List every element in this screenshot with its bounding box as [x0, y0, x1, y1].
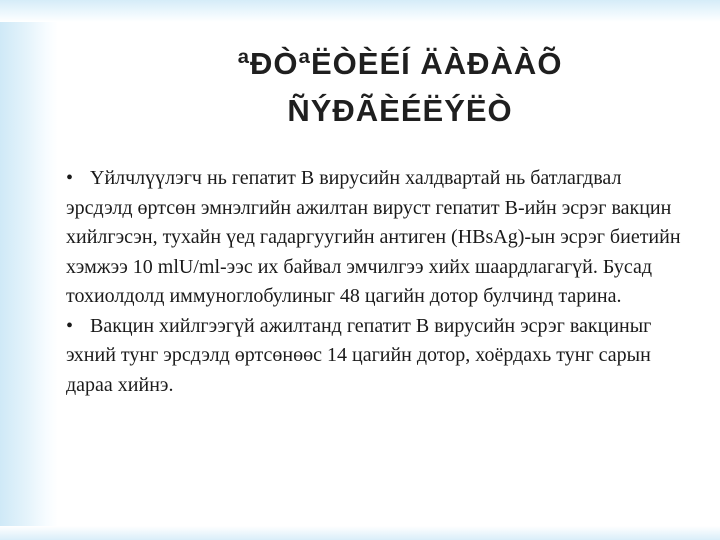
- left-decorative-band: [0, 0, 58, 540]
- slide-title-line-2: ÑÝÐÃÈÉËÝËÒ: [287, 93, 513, 128]
- slide-body: [66, 164, 686, 400]
- slide-title-line-1: ªÐÒªËÒÈÉÍ ÄÀÐÀÀÕ: [237, 46, 563, 81]
- bullet-paragraph-2: [66, 312, 686, 401]
- paragraph-2-text: Вакцин хийлгээгүй ажилтанд гепатит В вирусийн эсрэг вакциныг эхний тунг эрсдэлд өртсөнөөс 14 цагийн дотор, хоёрдахь тунг сарын дараа хийнэ.: [66, 314, 652, 396]
- bullet-marker-2: •: [66, 314, 74, 337]
- bullet-marker-1: •: [66, 167, 74, 189]
- top-decorative-band: [0, 0, 720, 22]
- slide-title: [180, 40, 620, 134]
- paragraph-1-text: Үйлчлүүлэгч нь гепатит В вирусийн халдвартай нь батлагдвал эрсдэлд өртсөн эмнэлгийн ажилтан вируст гепатит В-ийн эсрэг вакцин хийлгэсэн, тухайн үед гадаргуугийн антиген (HBsAg)-ын эсрэг биетийн хэмжээ 10 mlU/ml-ээс их байвал эмчилгээ хийх шаардлагагүй. Бусад тохиолдолд иммуноглобулиныг 48 цагийн дотор булчинд тарина.: [66, 167, 681, 307]
- bullet-paragraph-1: [66, 164, 686, 312]
- bottom-decorative-band: [0, 526, 720, 540]
